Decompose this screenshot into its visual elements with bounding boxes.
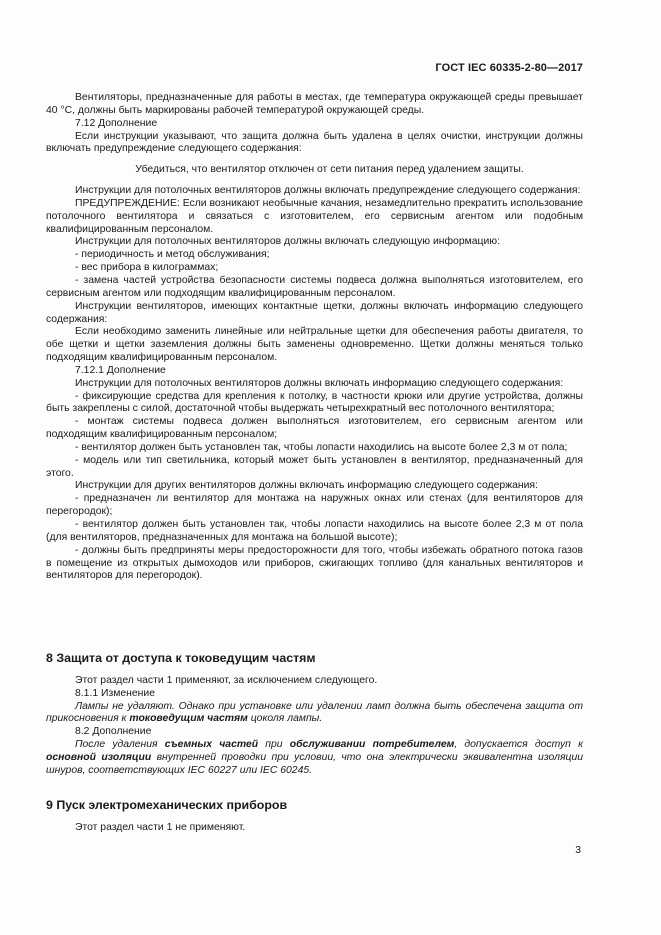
paragraph: ПРЕДУПРЕЖДЕНИЕ: Если возникают необычные качания, незамедлительно прекратить использование потолочного вентилятора и связаться с изготовителем, его сервисным агентом или подобным квалифицированным персоналом.: [46, 197, 583, 235]
warning-text: Убедиться, что вентилятор отключен от сети питания перед удалением защиты.: [135, 164, 524, 176]
paragraph: Вентиляторы, предназначенные для работы в местах, где температура окружающей среды превышает 40 °С, должны быть маркированы рабочей температурой окружающей среды.: [46, 92, 583, 116]
paragraph: 7.12 Дополнение: [75, 117, 158, 129]
paragraph: - вентилятор должен быть установлен так, чтобы лопасти находились на высоте более 2,3 м от пола (для вентиляторов, предназначенных для монтажа на большой высоте);: [46, 519, 583, 543]
section-9: [46, 799, 583, 835]
section-8-p5: После удаления съемных частей при обслуживании потребителем, допускается доступ к основной изоляции внутренней проводки при условии, что она электрически эквивалентна изоляции шнуров, соответствующих IEC 60227 или IEC 60245.: [46, 739, 584, 776]
paragraph: - замена частей устройства безопасности системы подвеса должна выполняться изготовителем, его сервисным агентом или подходящим квалифицированным персоналом.: [46, 274, 583, 299]
paragraph: - фиксирующие средства для крепления к потолку, в частности крюки или другие устройства, должны быть закреплены с силой, достаточной чтобы выдержать четырехкратный вес потолочного вентилятора;: [46, 390, 583, 415]
section-8: [46, 652, 583, 778]
paragraph: - монтаж системы подвеса должен выполняться изготовителем, его сервисным агентом или подходящим квалифицированным персоналом;: [46, 416, 583, 441]
paragraph: Если необходимо заменить линейные или нейтральные щетки для обеспечения работы двигателя, то обе щетки и щетки заземления должны быть заменены одновременно. Щетки должны меняться только подходящим квалифицированным персоналом.: [46, 326, 583, 364]
paragraph: - периодичность и метод обслуживания;: [75, 249, 270, 261]
paragraph: Инструкции вентиляторов, имеющих контактные щетки, должны включать информацию следующего содержания:: [46, 300, 583, 325]
section-8-p1: Этот раздел части 1 применяют, за исключением следующего.: [75, 674, 378, 686]
section-8-p3: Лампы не удаляют. Однако при установке или удалении ламп должна быть обеспечена защита от прикосновения к токоведущим частям цоколя лампы.: [46, 700, 583, 725]
standard-header: ГОСТ IEC 60335-2-80—2017: [435, 62, 583, 74]
paragraph: - должны быть предприняты меры предосторожности для того, чтобы избежать обратного потока газов в помещение из открытых дымоходов или приборов, сжигающих топливо (для канальных вентиляторов и вентиляторов для перегородок).: [46, 544, 583, 582]
paragraph: Инструкции для других вентиляторов должны включать информацию следующего содержания:: [75, 480, 538, 492]
paragraph: Инструкции для потолочных вентиляторов должны включать предупреждение следующего содержания:: [75, 185, 581, 197]
paragraph: 7.12.1 Дополнение: [75, 364, 166, 376]
section-9-heading: 9 Пуск электромеханических приборов: [46, 798, 288, 812]
paragraph: - вес прибора в килограммах;: [75, 262, 219, 274]
paragraph: - предназначен ли вентилятор для монтажа на наружных окнах или стенах (для вентиляторов для перегородок);: [46, 493, 583, 518]
section-8-p2: 8.1.1 Изменение: [75, 687, 155, 699]
section-8-heading: 8 Защита от доступа к токоведущим частям: [46, 651, 316, 665]
paragraph: - вентилятор должен быть установлен так, чтобы лопасти находились на высоте более 2,3 м от пола;: [75, 441, 568, 453]
page-number: 3: [575, 845, 581, 856]
section-9-p1: Этот раздел части 1 не применяют.: [75, 821, 246, 833]
body-text: [46, 92, 583, 583]
paragraph: - модель или тип светильника, который может быть установлен в вентилятор, предназначенный для этого.: [46, 454, 583, 479]
paragraph: Если инструкции указывают, что защита должна быть удалена в целях очистки, инструкции должны включать предупреждение следующего содержания:: [46, 130, 583, 155]
paragraph: Инструкции для потолочных вентиляторов должны включать информацию следующего содержания:: [75, 377, 564, 389]
paragraph: Инструкции для потолочных вентиляторов должны включать следующую информацию:: [75, 236, 500, 248]
section-8-p4: 8.2 Дополнение: [75, 726, 152, 738]
